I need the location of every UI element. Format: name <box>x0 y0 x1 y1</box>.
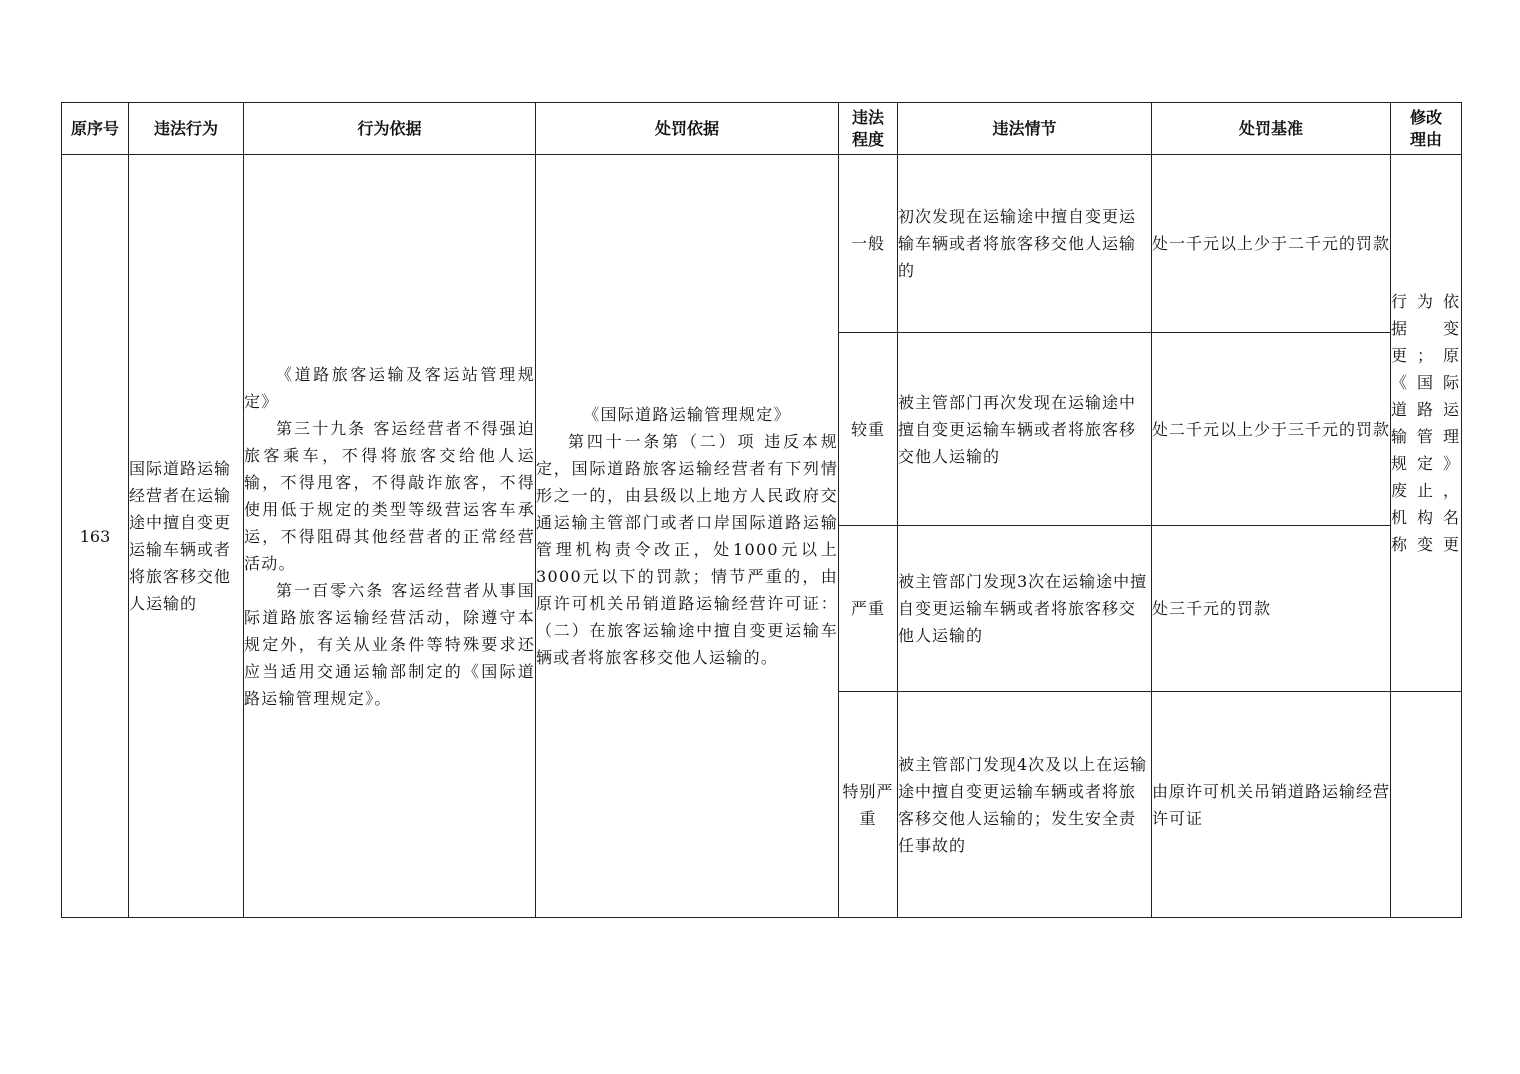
circumstance-general: 初次发现在运输途中擅自变更运输车辆或者将旅客移交他人运输的 <box>898 155 1152 333</box>
header-act: 违法行为 <box>129 103 244 155</box>
degree-especially-severe: 特别严重 <box>839 692 898 918</box>
punish-basis-cell <box>536 155 839 918</box>
header-degree: 违法程度 <box>839 103 898 155</box>
act-cell: 国际道路运输经营者在运输途中擅自变更运输车辆或者将旅客移交他人运输的 <box>129 155 244 918</box>
degree-serious: 较重 <box>839 333 898 526</box>
table-row <box>62 155 1462 333</box>
degree-severe: 严重 <box>839 526 898 692</box>
degree-general: 一般 <box>839 155 898 333</box>
header-row <box>62 103 1462 155</box>
header-punish-basis: 处罚依据 <box>536 103 839 155</box>
circumstance-severe: 被主管部门发现3次在运输途中擅自变更运输车辆或者将旅客移交他人运输的 <box>898 526 1152 692</box>
basis-article-106: 第一百零六条 客运经营者从事国际道路旅客运输经营活动，除遵守本规定外，有关从业条件等特殊要求还应当适用交通运输部制定的《国际道路运输管理规定》。 <box>244 580 535 708</box>
reason-cell: 行为依据变更；原《国际道路运输管理规定》废止，机构名称变更 <box>1391 155 1462 692</box>
header-circumstance: 违法情节 <box>898 103 1152 155</box>
standard-general: 处一千元以上少于二千元的罚款 <box>1152 155 1391 333</box>
circumstance-serious: 被主管部门再次发现在运输途中擅自变更运输车辆或者将旅客移交他人运输的 <box>898 333 1152 526</box>
penalty-standard-table <box>61 102 1462 918</box>
standard-serious: 处二千元以上少于三千元的罚款 <box>1152 333 1391 526</box>
punish-article-41: 第四十一条第（二）项 违反本规定，国际道路旅客运输经营者有下列情形之一的，由县级以上地方人民政府交通运输主管部门或者口岸国际道路运输管理机构责令改正，处1000元以上3000元以下的罚款；情节严重的，由原许可机关吊销道路运输经营许可证：（二）在旅客运输途中擅自变更运输车辆或者将旅客移交他人运输的。 <box>536 432 838 667</box>
header-seq: 原序号 <box>62 103 129 155</box>
standard-severe: 处三千元的罚款 <box>1152 526 1391 692</box>
header-reason: 修改理由 <box>1391 103 1462 155</box>
reason-empty-cell <box>1391 692 1462 918</box>
basis-cell <box>244 155 536 918</box>
header-basis: 行为依据 <box>244 103 536 155</box>
basis-regulation-title: 《道路旅客运输及客运站管理规定》 <box>244 364 535 411</box>
header-standard: 处罚基准 <box>1152 103 1391 155</box>
standard-especially-severe: 由原许可机关吊销道路运输经营许可证 <box>1152 692 1391 918</box>
seq-cell: 163 <box>62 155 129 918</box>
basis-article-39: 第三十九条 客运经营者不得强迫旅客乘车，不得将旅客交给他人运输，不得甩客，不得敲诈旅客，不得使用低于规定的类型等级营运客车承运，不得阻碍其他经营者的正常经营活动。 <box>244 418 535 573</box>
circumstance-especially-severe: 被主管部门发现4次及以上在运输途中擅自变更运输车辆或者将旅客移交他人运输的；发生安全责任事故的 <box>898 692 1152 918</box>
punish-regulation-title: 《国际道路运输管理规定》 <box>583 405 791 424</box>
